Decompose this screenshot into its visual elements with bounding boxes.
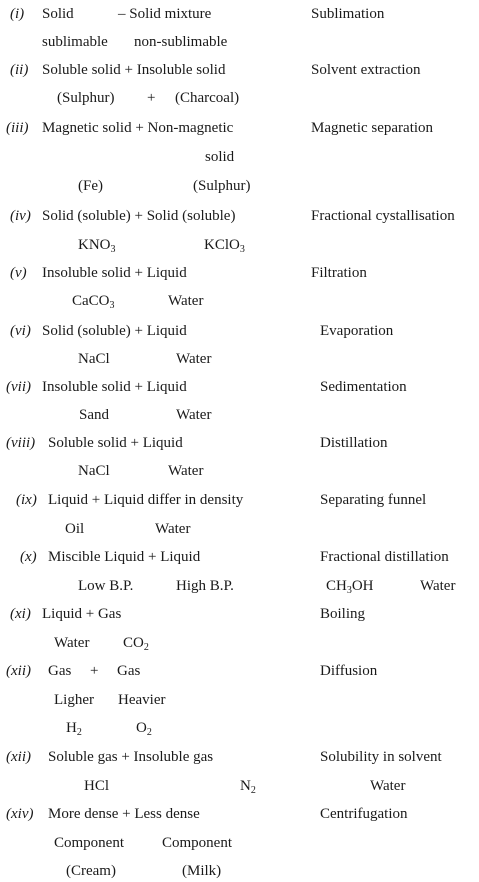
row-number: (iii) (6, 120, 29, 136)
separation-method: Centrifugation (320, 806, 408, 822)
separation-method: Fractional cystallisation (311, 208, 455, 224)
component-example: Water (54, 635, 90, 651)
row-number: (v) (10, 265, 27, 281)
row-number: (xi) (10, 606, 31, 622)
component-example: $H_2$ (66, 720, 82, 738)
mixture-description: Insoluble solid + Liquid (42, 379, 187, 395)
component-property: non-sublimable (134, 34, 228, 50)
component-example: Water (176, 407, 212, 423)
row-number: (iv) (10, 208, 31, 224)
plus-sign: + (90, 663, 99, 679)
component-property: sublimable (42, 34, 108, 50)
component-example: (Milk) (182, 863, 222, 879)
separation-method: Solvent extraction (311, 62, 421, 78)
component-example: KClO$_3$ (204, 237, 245, 255)
mixture-component: Solid (42, 6, 74, 22)
component-example: (Cream) (66, 863, 116, 879)
component-example: Water (168, 463, 204, 479)
row-number: (xii) (6, 749, 31, 765)
row-number: (xii) (6, 663, 31, 679)
separation-method: Fractional distillation (320, 549, 449, 565)
mixture-description: Soluble solid + Liquid (48, 435, 183, 451)
component-example: HCl (84, 778, 110, 794)
row-number: (ix) (16, 492, 37, 508)
method-example: Water (420, 578, 456, 594)
mixture-component: Gas (48, 663, 72, 679)
component-example: $CO_2$ (123, 635, 149, 653)
component-example: (Charcoal) (175, 90, 240, 106)
mixture-description: Liquid + Gas (42, 606, 122, 622)
component-example: $KNO_3$ (78, 237, 116, 255)
mixture-description: Insoluble solid + Liquid (42, 265, 187, 281)
row-number: (vii) (6, 379, 31, 395)
separation-method: Separating funnel (320, 492, 427, 508)
separation-method: Magnetic separation (311, 120, 434, 136)
method-example: $CH_3OH$ (326, 578, 374, 596)
component-example: (Sulphur) (193, 178, 251, 194)
row-number: (x) (20, 549, 37, 565)
component-example: Sand (79, 407, 109, 423)
separation-method: Boiling (320, 606, 366, 622)
component-property: High B.P. (176, 578, 234, 594)
component-example: Water (155, 521, 191, 537)
separation-method: Sedimentation (320, 379, 407, 395)
separation-method: Distillation (320, 435, 388, 451)
mixture-description: Solid (soluble) + Liquid (42, 323, 187, 339)
mixture-description: Solid (soluble) + Solid (soluble) (42, 208, 236, 224)
separation-method: Filtration (311, 265, 367, 281)
separation-method: Sublimation (311, 6, 385, 22)
row-number: (ii) (10, 62, 29, 78)
component-property: Heavier (118, 692, 166, 708)
row-number: (viii) (6, 435, 36, 451)
row-number: (i) (10, 6, 25, 22)
component-property: Component (54, 835, 124, 851)
mixture-description: Magnetic solid + Non-magnetic (42, 120, 234, 136)
method-example: Water (370, 778, 406, 794)
mixture-description: Liquid + Liquid differ in density (48, 492, 244, 508)
component-property: Component (162, 835, 232, 851)
mixture-description: More dense + Less dense (48, 806, 200, 822)
mixture-description: Soluble solid + Insoluble solid (42, 62, 226, 78)
mixture-description: Soluble gas + Insoluble gas (48, 749, 214, 765)
component-example: Oil (65, 521, 85, 537)
component-example: Water (168, 293, 204, 309)
plus-sign: + (147, 90, 156, 106)
row-number: (xiv) (6, 806, 34, 822)
mixture-description: solid (205, 149, 235, 165)
mixture-description: Miscible Liquid + Liquid (48, 549, 201, 565)
component-property: Low B.P. (78, 578, 134, 594)
component-example: Water (176, 351, 212, 367)
component-example: (Fe) (78, 178, 103, 194)
mixture-component: Gas (117, 663, 141, 679)
component-example: NaCl (78, 351, 110, 367)
mixture-component: – Solid mixture (118, 6, 212, 22)
row-number: (vi) (10, 323, 31, 339)
separation-method: Diffusion (320, 663, 378, 679)
separation-method: Evaporation (320, 323, 394, 339)
component-example: $O_2$ (136, 720, 152, 738)
separation-method: Solubility in solvent (320, 749, 442, 765)
component-example: (Sulphur) (57, 90, 115, 106)
component-example: CaCO$_3$ (72, 293, 115, 311)
component-property: Ligher (54, 692, 94, 708)
component-example: $N_2$ (240, 778, 256, 796)
component-example: NaCl (78, 463, 110, 479)
